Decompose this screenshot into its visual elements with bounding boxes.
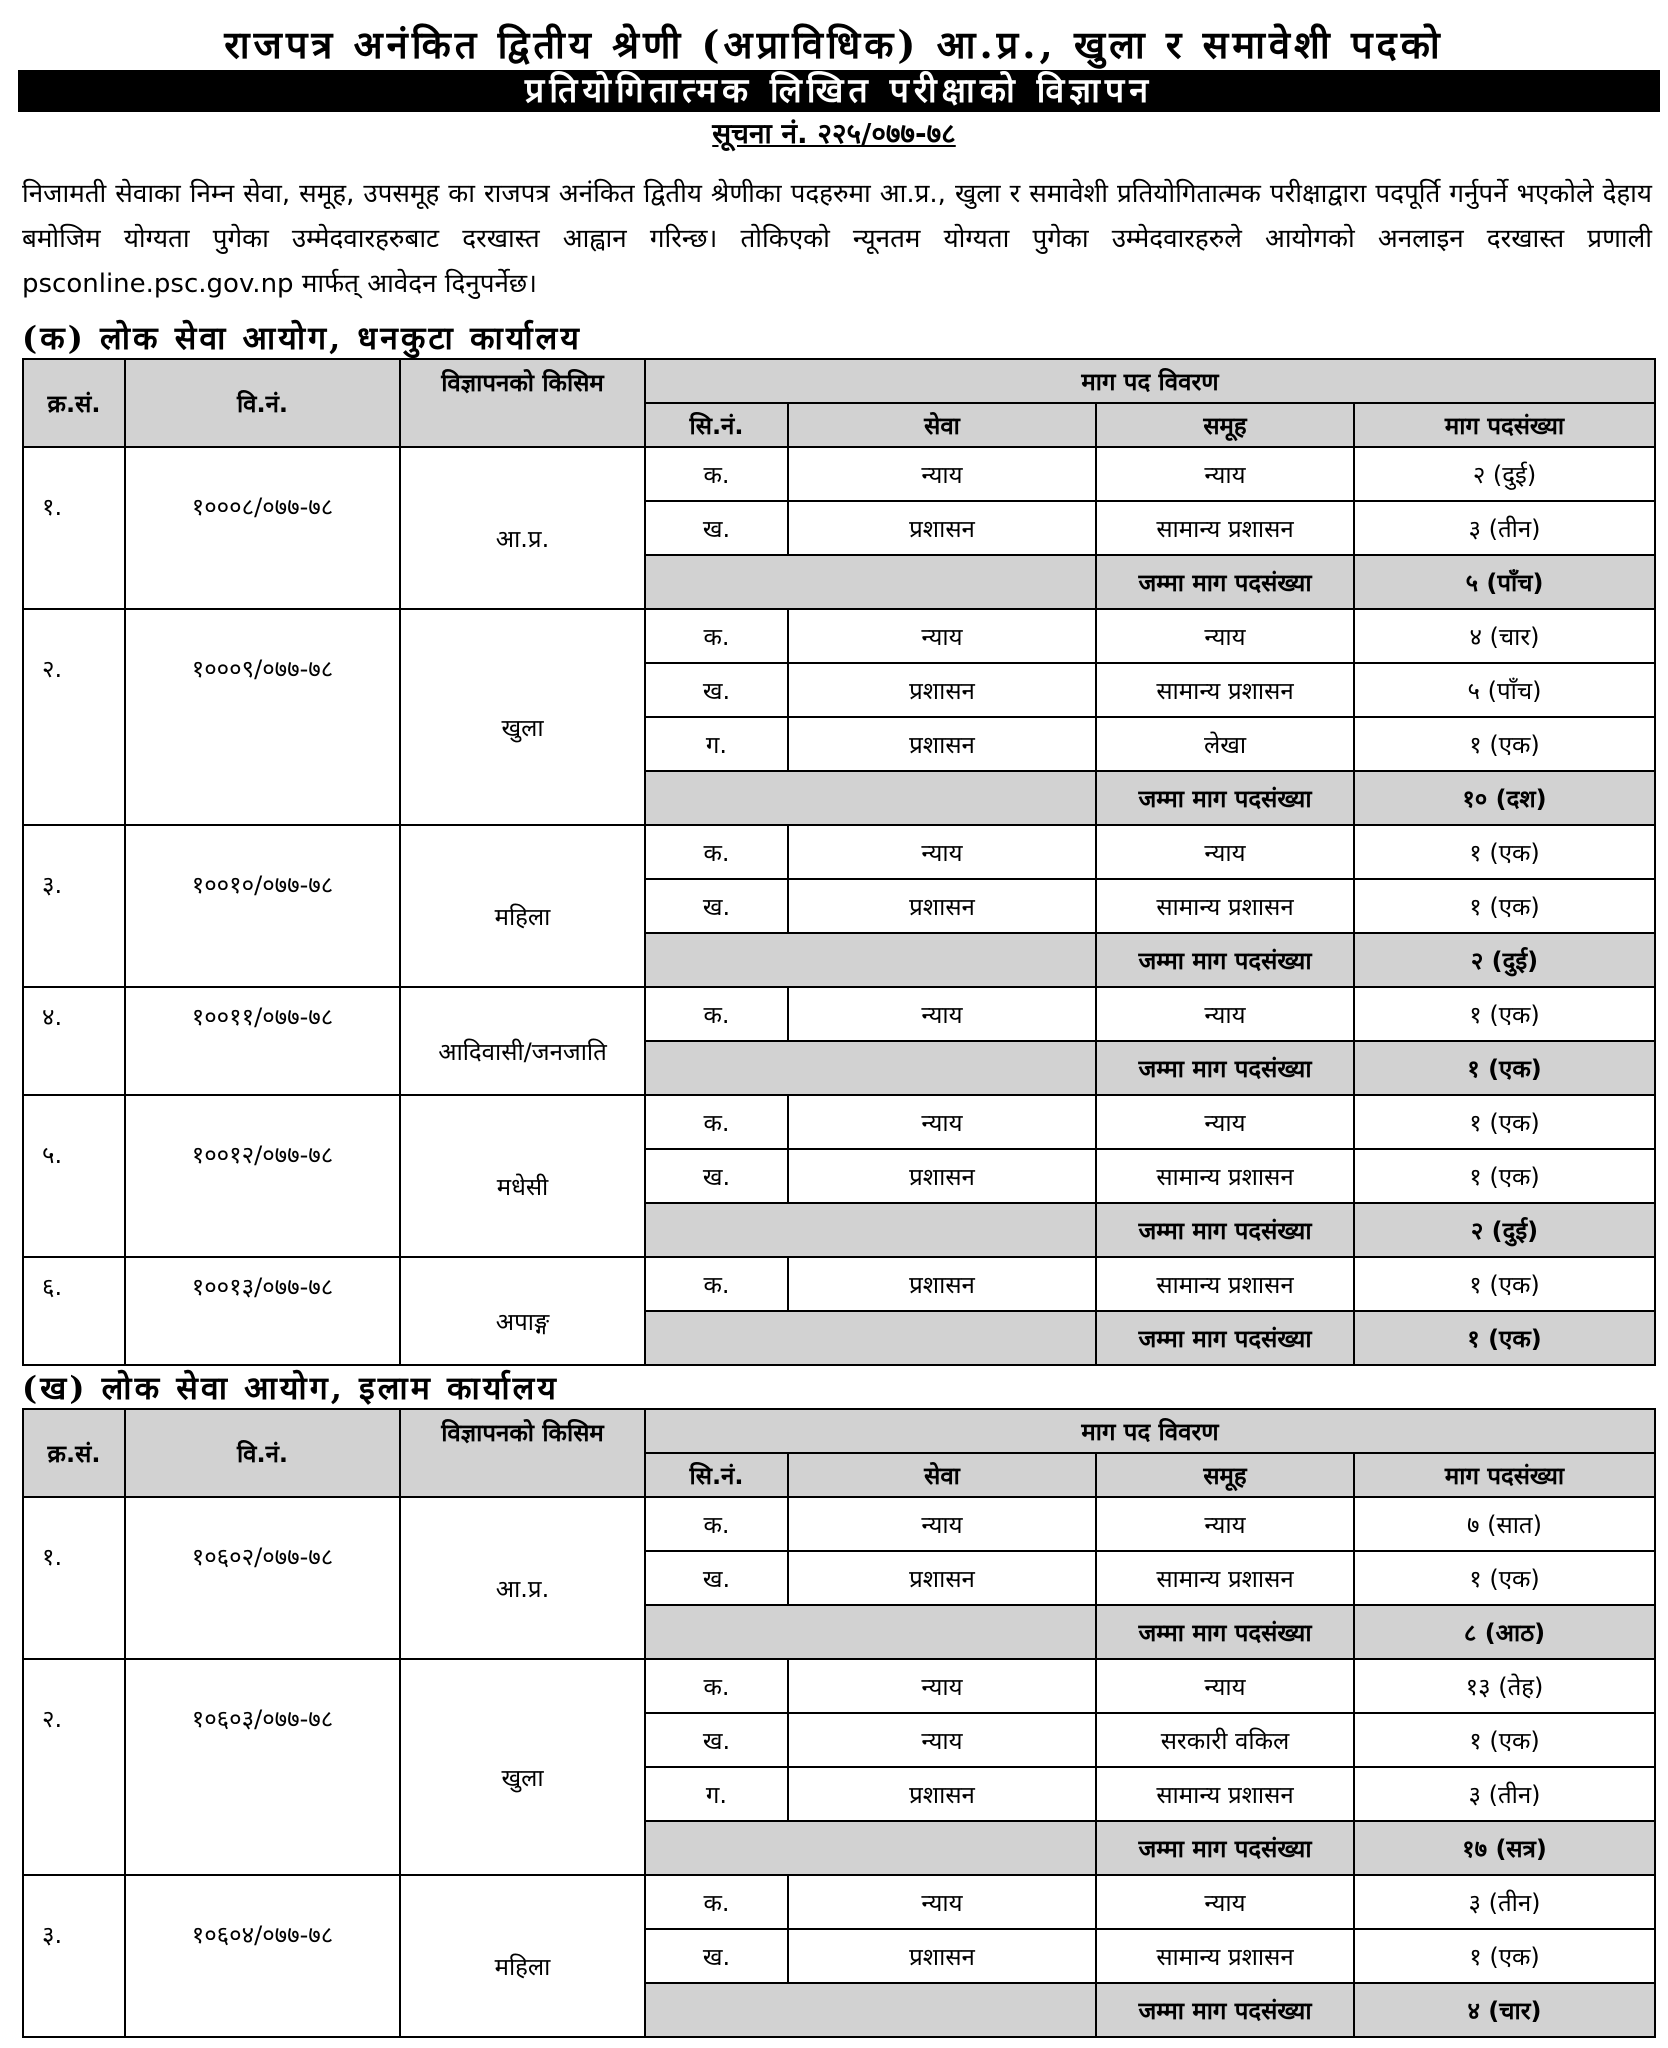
ad-type-cell: महिला [400,825,645,987]
total-blank-cell [645,555,1096,609]
row-sn-cell: ख. [645,1713,788,1767]
total-count-cell: ८ (आठ) [1354,1605,1655,1659]
total-label-cell: जम्मा माग पदसंख्या [1096,1983,1354,2037]
row-group-cell: न्याय [1096,1875,1354,1929]
col-header-demand: माग पद विवरण [645,1409,1655,1453]
row-group-cell: न्याय [1096,447,1354,501]
row-group-cell: सामान्य प्रशासन [1096,1257,1354,1311]
row-service-cell: प्रशासन [788,1149,1096,1203]
serial-cell: २. [23,609,125,825]
ad-type-cell: महिला [400,1875,645,2037]
ad-number-cell: १००१०/०७७-७८ [125,825,400,987]
row-count-cell: १ (एक) [1354,1551,1655,1605]
total-blank-cell [645,1311,1096,1365]
total-label-cell: जम्मा माग पदसंख्या [1096,771,1354,825]
total-count-cell: १० (दश) [1354,771,1655,825]
row-count-cell: ३ (तीन) [1354,501,1655,555]
total-label-cell: जम्मा माग पदसंख्या [1096,1605,1354,1659]
row-service-cell: न्याय [788,825,1096,879]
row-group-cell: न्याय [1096,1659,1354,1713]
table-row [23,987,1655,1041]
ad-number-cell: १०६०४/०७७-७८ [125,1875,400,2037]
total-label-cell: जम्मा माग पदसंख्या [1096,1821,1354,1875]
col-header-sn: सि.नं. [645,403,788,447]
row-count-cell: ३ (तीन) [1354,1875,1655,1929]
row-service-cell: न्याय [788,1497,1096,1551]
row-sn-cell: ख. [645,879,788,933]
table-row [23,825,1655,879]
total-blank-cell [645,1041,1096,1095]
total-label-cell: जम्मा माग पदसंख्या [1096,1041,1354,1095]
ad-number-cell: १०६०२/०७७-७८ [125,1497,400,1659]
ad-table-dhankuta [22,358,1656,1366]
serial-cell: ५. [23,1095,125,1257]
row-group-cell: न्याय [1096,1497,1354,1551]
row-service-cell: प्रशासन [788,663,1096,717]
total-count-cell: १७ (सत्र) [1354,1821,1655,1875]
table-row [23,609,1655,663]
ad-number-cell: १०६०३/०७७-७८ [125,1659,400,1875]
row-group-cell: सामान्य प्रशासन [1096,1551,1354,1605]
row-service-cell: न्याय [788,1713,1096,1767]
row-service-cell: न्याय [788,1659,1096,1713]
ad-type-cell: आ.प्र. [400,1497,645,1659]
section-heading-ilam: (ख) लोक सेवा आयोग, इलाम कार्यालय [22,1369,559,1407]
serial-cell: १. [23,1497,125,1659]
notice-number [0,116,1668,152]
banner-title: प्रतियोगितात्मक लिखित परीक्षाको विज्ञापन [18,70,1660,112]
ad-type-cell: मधेसी [400,1095,645,1257]
total-blank-cell [645,1983,1096,2037]
ad-number-cell: १०००८/०७७-७८ [125,447,400,609]
row-count-cell: १ (एक) [1354,717,1655,771]
serial-cell: ३. [23,1875,125,2037]
total-label-cell: जम्मा माग पदसंख्या [1096,555,1354,609]
row-sn-cell: ग. [645,1767,788,1821]
row-count-cell: ४ (चार) [1354,609,1655,663]
row-sn-cell: क. [645,609,788,663]
row-sn-cell: क. [645,987,788,1041]
col-header-ks: क्र.सं. [23,359,125,447]
ad-number-cell: १०००९/०७७-७८ [125,609,400,825]
row-count-cell: १ (एक) [1354,1713,1655,1767]
total-count-cell: २ (दुई) [1354,933,1655,987]
serial-cell: ६. [23,1257,125,1365]
row-service-cell: न्याय [788,1095,1096,1149]
row-count-cell: १ (एक) [1354,825,1655,879]
total-count-cell: ४ (चार) [1354,1983,1655,2037]
table-row [23,1257,1655,1311]
table-row [23,447,1655,501]
row-service-cell: प्रशासन [788,501,1096,555]
total-blank-cell [645,1605,1096,1659]
row-count-cell: १ (एक) [1354,879,1655,933]
ad-number-cell: १००१२/०७७-७८ [125,1095,400,1257]
total-count-cell: २ (दुई) [1354,1203,1655,1257]
row-sn-cell: ख. [645,1149,788,1203]
row-count-cell: १ (एक) [1354,1257,1655,1311]
row-sn-cell: ख. [645,663,788,717]
row-group-cell: सामान्य प्रशासन [1096,1149,1354,1203]
total-count-cell: १ (एक) [1354,1041,1655,1095]
row-sn-cell: क. [645,825,788,879]
row-sn-cell: ग. [645,717,788,771]
row-sn-cell: क. [645,1095,788,1149]
total-blank-cell [645,1821,1096,1875]
serial-cell: १. [23,447,125,609]
col-header-count: माग पदसंख्या [1354,1453,1655,1497]
page-title: राजपत्र अनंकित द्वितीय श्रेणी (अप्राविधिक) आ.प्र., खुला र समावेशी पदको [224,22,1444,67]
row-sn-cell: ख. [645,1929,788,1983]
total-label-cell: जम्मा माग पदसंख्या [1096,1311,1354,1365]
row-count-cell: ७ (सात) [1354,1497,1655,1551]
row-group-cell: सामान्य प्रशासन [1096,501,1354,555]
row-sn-cell: क. [645,447,788,501]
col-header-count: माग पदसंख्या [1354,403,1655,447]
total-count-cell: १ (एक) [1354,1311,1655,1365]
row-group-cell: सामान्य प्रशासन [1096,663,1354,717]
total-blank-cell [645,933,1096,987]
row-sn-cell: क. [645,1659,788,1713]
row-count-cell: १ (एक) [1354,1149,1655,1203]
notice-number-text: सूचना नं. २२५/०७७-७८ [712,117,956,150]
row-count-cell: १३ (तेह) [1354,1659,1655,1713]
row-count-cell: १ (एक) [1354,1095,1655,1149]
row-group-cell: न्याय [1096,987,1354,1041]
row-group-cell: लेखा [1096,717,1354,771]
total-label-cell: जम्मा माग पदसंख्या [1096,933,1354,987]
total-label-cell: जम्मा माग पदसंख्या [1096,1203,1354,1257]
row-service-cell: प्रशासन [788,1929,1096,1983]
table-row [23,1497,1655,1551]
col-header-vn: वि.नं. [125,359,400,447]
serial-cell: ३. [23,825,125,987]
ad-number-cell: १००१३/०७७-७८ [125,1257,400,1365]
row-group-cell: न्याय [1096,1095,1354,1149]
table-header-row [23,359,1655,403]
ad-type-cell: खुला [400,1659,645,1875]
total-count-cell: ५ (पाँच) [1354,555,1655,609]
col-header-sn: सि.नं. [645,1453,788,1497]
row-service-cell: न्याय [788,609,1096,663]
ad-table-ilam [22,1408,1656,2038]
col-header-group: समूह [1096,1453,1354,1497]
col-header-type: विज्ञापनको किसिम [400,1409,645,1497]
row-count-cell: ३ (तीन) [1354,1767,1655,1821]
col-header-group: समूह [1096,403,1354,447]
row-count-cell: १ (एक) [1354,1929,1655,1983]
row-group-cell: सामान्य प्रशासन [1096,879,1354,933]
row-service-cell: न्याय [788,447,1096,501]
row-count-cell: २ (दुई) [1354,447,1655,501]
row-sn-cell: क. [645,1875,788,1929]
row-service-cell: न्याय [788,987,1096,1041]
row-sn-cell: क. [645,1497,788,1551]
table-row [23,1659,1655,1713]
row-service-cell: प्रशासन [788,879,1096,933]
row-sn-cell: ख. [645,501,788,555]
ad-type-cell: आ.प्र. [400,447,645,609]
row-service-cell: प्रशासन [788,1257,1096,1311]
col-header-service: सेवा [788,403,1096,447]
intro-paragraph: निजामती सेवाका निम्न सेवा, समूह, उपसमूह का राजपत्र अनंकित द्वितीय श्रेणीका पदहरुमा आ.प्र., खुला र समावेशी प्रतियोगितात्मक परीक्षाद्वारा पदपूर्ति गर्नुपर्ने भएकोले देहाय बमोजिम योग्यता पुगेका उम्मेदवारहरुबाट दरखास्त आह्वान गरिन्छ। तोकिएको न्यूनतम योग्यता पुगेका उम्मेदवारहरुले आयोगको अनलाइन दरखास्त प्रणाली psconline.psc.gov.np मार्फत् आवेदन दिनुपर्नेछ। [22,179,1652,299]
total-blank-cell [645,771,1096,825]
col-header-ks: क्र.सं. [23,1409,125,1497]
row-service-cell: प्रशासन [788,1551,1096,1605]
row-group-cell: सामान्य प्रशासन [1096,1767,1354,1821]
row-group-cell: सरकारी वकिल [1096,1713,1354,1767]
row-sn-cell: क. [645,1257,788,1311]
row-service-cell: न्याय [788,1875,1096,1929]
table-row [23,1875,1655,1929]
row-service-cell: प्रशासन [788,717,1096,771]
row-sn-cell: ख. [645,1551,788,1605]
ad-type-cell: आदिवासी/जनजाति [400,987,645,1095]
row-count-cell: ५ (पाँच) [1354,663,1655,717]
table-header-row [23,1409,1655,1453]
row-group-cell: सामान्य प्रशासन [1096,1929,1354,1983]
ad-number-cell: १००११/०७७-७८ [125,987,400,1095]
ad-type-cell: खुला [400,609,645,825]
section-heading-dhankuta: (क) लोक सेवा आयोग, धनकुटा कार्यालय [22,319,582,357]
row-count-cell: १ (एक) [1354,987,1655,1041]
row-service-cell: प्रशासन [788,1767,1096,1821]
row-group-cell: न्याय [1096,609,1354,663]
row-group-cell: न्याय [1096,825,1354,879]
col-header-type: विज्ञापनको किसिम [400,359,645,447]
total-blank-cell [645,1203,1096,1257]
serial-cell: २. [23,1659,125,1875]
ad-type-cell: अपाङ्ग [400,1257,645,1365]
col-header-service: सेवा [788,1453,1096,1497]
col-header-demand: माग पद विवरण [645,359,1655,403]
serial-cell: ४. [23,987,125,1095]
table-row [23,1095,1655,1149]
col-header-vn: वि.नं. [125,1409,400,1497]
